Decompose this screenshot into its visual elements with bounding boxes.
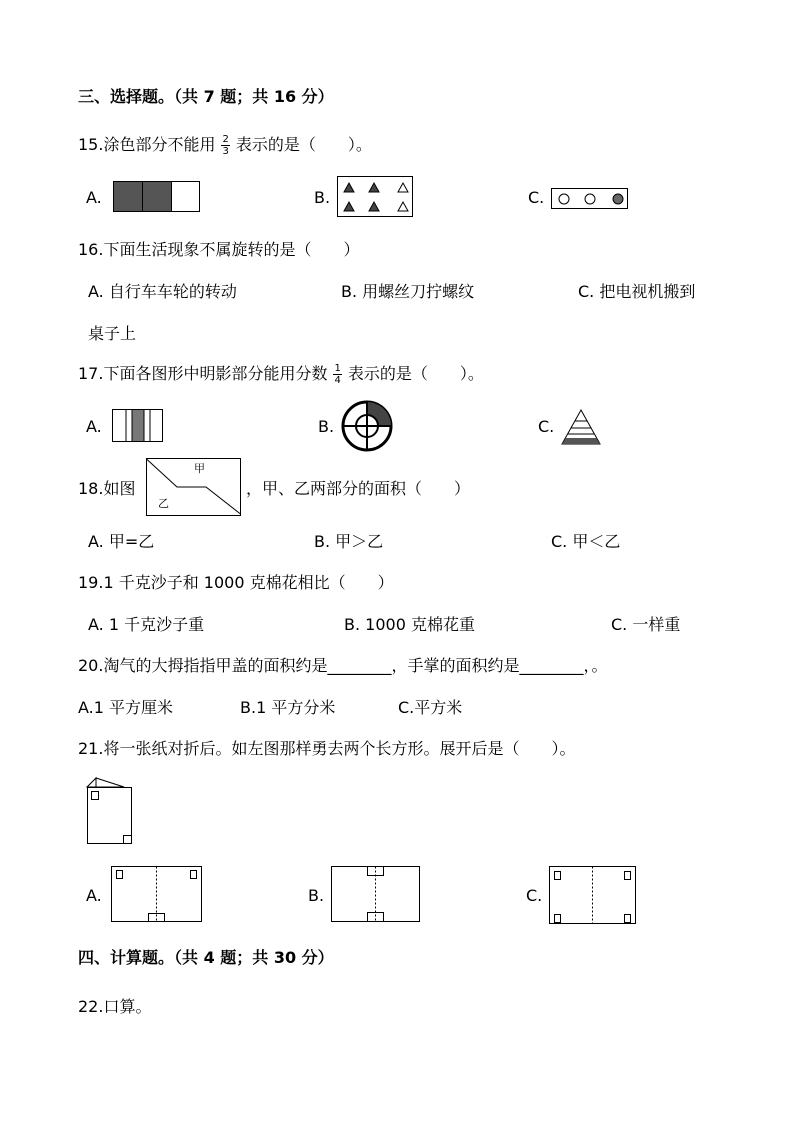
q18-label-yi: 乙 bbox=[158, 497, 169, 510]
q16-option-a[interactable]: A. 自行车车轮的转动 bbox=[88, 282, 237, 301]
q20-option-c[interactable]: C.平方米 bbox=[398, 698, 463, 717]
q15-option-b-label[interactable]: B. bbox=[314, 188, 331, 207]
q15-figure-c-circles bbox=[551, 188, 629, 210]
q17-figure-a-rectangle bbox=[112, 409, 164, 443]
q21-figure-c bbox=[549, 866, 637, 925]
q21-option-a-label[interactable]: A. bbox=[86, 886, 102, 905]
q21-figure-a bbox=[111, 866, 203, 923]
q20-option-b[interactable]: B.1 平方分米 bbox=[240, 698, 336, 717]
q21-option-b-label[interactable]: B. bbox=[308, 886, 325, 905]
q20-option-a[interactable]: A.1 平方厘米 bbox=[78, 698, 174, 717]
q15-option-a-label[interactable]: A. bbox=[86, 188, 102, 207]
section-title-calculation: 四、计算题。（共 4 题；共 30 分） bbox=[78, 948, 334, 967]
q18-label-jia: 甲 bbox=[194, 462, 205, 475]
q15-figure-b-triangles bbox=[337, 176, 414, 218]
question-18-text: ，甲、乙两部分的面积（ ） bbox=[246, 479, 471, 498]
question-17 bbox=[78, 363, 484, 386]
q21-figure-b bbox=[331, 866, 421, 923]
q17-figure-c-triangle bbox=[561, 409, 601, 445]
question-17-text-end: 表示的是（ ）。 bbox=[347, 364, 484, 383]
question-15-text: 15.涂色部分不能用 bbox=[78, 135, 216, 154]
question-22: 22.口算。 bbox=[78, 997, 152, 1016]
q17-option-b-label[interactable]: B. bbox=[318, 417, 335, 436]
q16-option-b[interactable]: B. 用螺丝刀拧螺纹 bbox=[341, 282, 475, 301]
q18-option-a[interactable]: A. 甲=乙 bbox=[88, 532, 155, 551]
fraction-two-thirds: $\frac{2}{3}$ bbox=[222, 134, 229, 157]
question-15 bbox=[78, 134, 372, 157]
question-16: 16.下面生活现象不属旋转的是（ ） bbox=[78, 240, 360, 259]
question-15-text-end: 表示的是（ ）。 bbox=[235, 135, 372, 154]
q15-option-c-label[interactable]: C. bbox=[528, 188, 545, 207]
q19-option-c[interactable]: C. 一样重 bbox=[611, 615, 681, 634]
question-19: 19.1 千克沙子和 1000 克棉花相比（ ） bbox=[78, 573, 394, 592]
question-20: 20.淘气的大拇指指甲盖的面积约是________，手掌的面积约是________，。 bbox=[78, 656, 608, 675]
question-18-prefix: 18.如图 bbox=[78, 479, 136, 498]
q19-option-b[interactable]: B. 1000 克棉花重 bbox=[344, 615, 475, 634]
q17-figure-b-circle bbox=[341, 400, 393, 452]
q21-figure-folded-paper bbox=[86, 775, 136, 845]
q21-option-c-label[interactable]: C. bbox=[526, 886, 543, 905]
q18-option-b[interactable]: B. 甲＞乙 bbox=[314, 532, 384, 551]
q17-option-a-label[interactable]: A. bbox=[86, 417, 102, 436]
question-17-text: 17.下面各图形中明影部分能用分数 bbox=[78, 364, 328, 383]
q18-option-c[interactable]: C. 甲＜乙 bbox=[551, 532, 621, 551]
question-21: 21.将一张纸对折后。如左图那样勇去两个长方形。展开后是（ ）。 bbox=[78, 739, 576, 758]
q18-figure-rectangle bbox=[146, 458, 242, 517]
section-title-choice: 三、选择题。（共 7 题；共 16 分） bbox=[78, 87, 334, 106]
q15-figure-a-bar bbox=[113, 181, 201, 213]
fraction-one-quarter: $\frac{1}{4}$ bbox=[334, 363, 341, 386]
q17-option-c-label[interactable]: C. bbox=[538, 417, 555, 436]
q16-option-c[interactable]: C. 把电视机搬到 bbox=[578, 282, 696, 301]
q19-option-a[interactable]: A. 1 千克沙子重 bbox=[88, 615, 205, 634]
q16-option-c-continued: 桌子上 bbox=[88, 324, 137, 343]
